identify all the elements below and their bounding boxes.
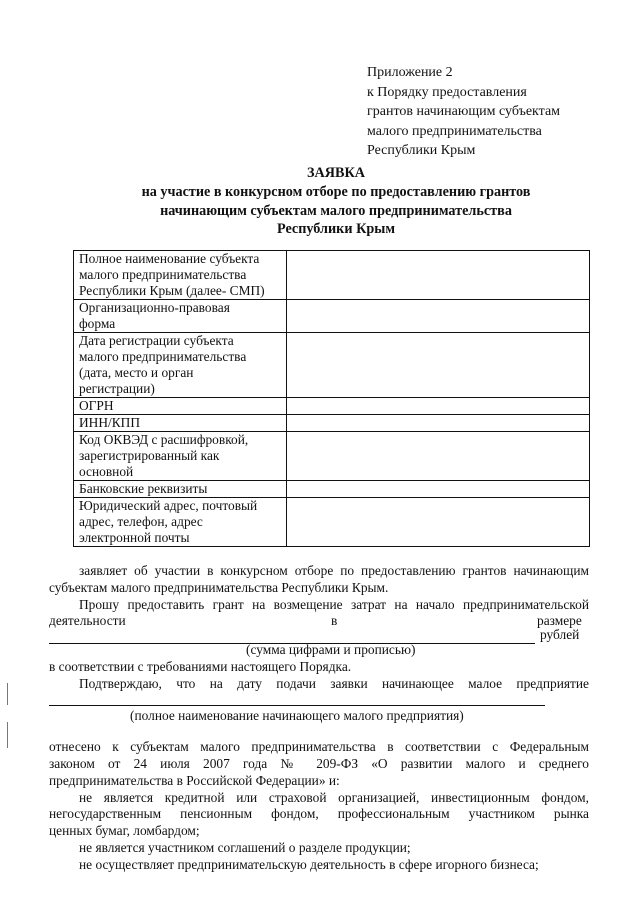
field-label-ogrn	[74, 398, 287, 415]
paragraph-line: заявляет об участии в конкурсном отборе по предоставлению грантов начинающим	[79, 563, 589, 578]
table-row	[74, 333, 590, 398]
paragraph-line: в	[331, 613, 338, 628]
label-line: малого предпринимательства	[79, 267, 247, 282]
label-line: форма	[79, 316, 116, 331]
document-title: ЗАЯВКА	[307, 165, 365, 181]
label-line: адрес, телефон, адрес	[79, 514, 203, 529]
label-line: электронной почты	[79, 530, 190, 545]
table-row	[74, 398, 590, 415]
label-line: регистрации)	[79, 381, 155, 396]
paragraph-line: размере	[537, 613, 582, 628]
enterprise-name-blank-line[interactable]	[49, 705, 545, 706]
field-value-registration-date[interactable]	[287, 333, 590, 398]
label-line: зарегистрированный как	[79, 448, 220, 463]
table-row	[74, 251, 590, 300]
applicant-info-table	[73, 250, 590, 547]
label-line: Банковские реквизиты	[79, 481, 208, 496]
paragraph-line: отнесено к субъектам малого предпринимательства в соответствии с Федеральным	[49, 739, 589, 754]
paragraph-line: негосударственным пенсионным фондом, профессиональным участником рынка	[49, 806, 589, 821]
table-row	[74, 300, 590, 333]
field-value-legal-form[interactable]	[287, 300, 590, 333]
label-line: Республики Крым (далее- СМП)	[79, 283, 265, 298]
field-label-registration-date	[74, 333, 287, 398]
paragraph-line: субъектам малого предпринимательства Республики Крым.	[49, 580, 389, 595]
field-value-full-name[interactable]	[287, 251, 590, 300]
table-row	[74, 432, 590, 481]
paragraph-line: деятельности	[49, 613, 126, 628]
scan-edge-mark	[7, 722, 8, 748]
field-value-bank-details[interactable]	[287, 481, 590, 498]
document-subtitle-line: Республики Крым	[276, 221, 396, 237]
label-line: Дата регистрации субъекта	[79, 333, 234, 348]
field-label-address	[74, 498, 287, 547]
appendix-line: грантов начинающим субъектам	[367, 104, 561, 119]
field-caption: (сумма цифрами и прописью)	[246, 642, 416, 657]
paragraph-line: ценных бумаг, ломбардом;	[49, 823, 200, 838]
table-row	[74, 415, 590, 432]
paragraph-line: в соответствии с требованиями настоящего Порядка.	[49, 659, 352, 674]
appendix-reference	[367, 63, 560, 161]
label-line: основной	[79, 464, 134, 479]
appendix-line: Приложение 2	[367, 65, 453, 80]
field-label-legal-form	[74, 300, 287, 333]
paragraph-line: не является участником соглашений о разделе продукции;	[79, 840, 411, 855]
scan-edge-mark	[7, 683, 8, 705]
field-label-bank-details	[74, 481, 287, 498]
label-line: Организационно-правовая	[79, 300, 230, 315]
label-line: Полное наименование субъекта	[79, 251, 260, 266]
paragraph-line: Прошу предоставить грант на возмещение затрат на начало предпринимательской	[79, 597, 589, 612]
table-row	[74, 481, 590, 498]
field-label-inn-kpp	[74, 415, 287, 432]
field-value-address[interactable]	[287, 498, 590, 547]
paragraph-line: предпринимательства в Российской Федерации» и:	[49, 773, 340, 788]
label-line: (дата, место и орган	[79, 365, 194, 380]
label-line: малого предпринимательства	[79, 349, 247, 364]
table-row	[74, 498, 590, 547]
field-value-okved[interactable]	[287, 432, 590, 481]
appendix-line: малого предпринимательства	[367, 123, 542, 139]
field-value-inn-kpp[interactable]	[287, 415, 590, 432]
paragraph-line: рублей	[540, 627, 580, 642]
paragraph-line: законом от 24 июля 2007 года № 209-ФЗ «О развитии малого и среднего	[49, 756, 589, 771]
label-line: Код ОКВЭД с расшифровкой,	[79, 432, 249, 447]
paragraph-line: Подтверждаю, что на дату подачи заявки начинающее малое предприятие	[79, 676, 589, 691]
appendix-line: Республики Крым	[367, 143, 476, 158]
paragraph-line: не является кредитной или страховой организацией, инвестиционным фондом,	[79, 790, 589, 805]
field-caption: (полное наименование начинающего малого предприятия)	[130, 708, 464, 723]
document-subtitle-line: на участие в конкурсном отборе по предоставлению грантов	[141, 184, 531, 200]
document-subtitle-line: начинающим субъектам малого предпринимательства	[160, 203, 512, 219]
appendix-line: к Порядку предоставления	[367, 84, 527, 100]
paragraph-line: не осуществляет предпринимательскую деятельность в сфере игорного бизнеса;	[79, 857, 539, 872]
label-line: Юридический адрес, почтовый	[79, 498, 258, 513]
field-label-okved	[74, 432, 287, 481]
field-value-ogrn[interactable]	[287, 398, 590, 415]
field-label-full-name	[74, 251, 287, 300]
label-line: ИНН/КПП	[79, 415, 141, 430]
label-line: ОГРН	[79, 398, 114, 413]
